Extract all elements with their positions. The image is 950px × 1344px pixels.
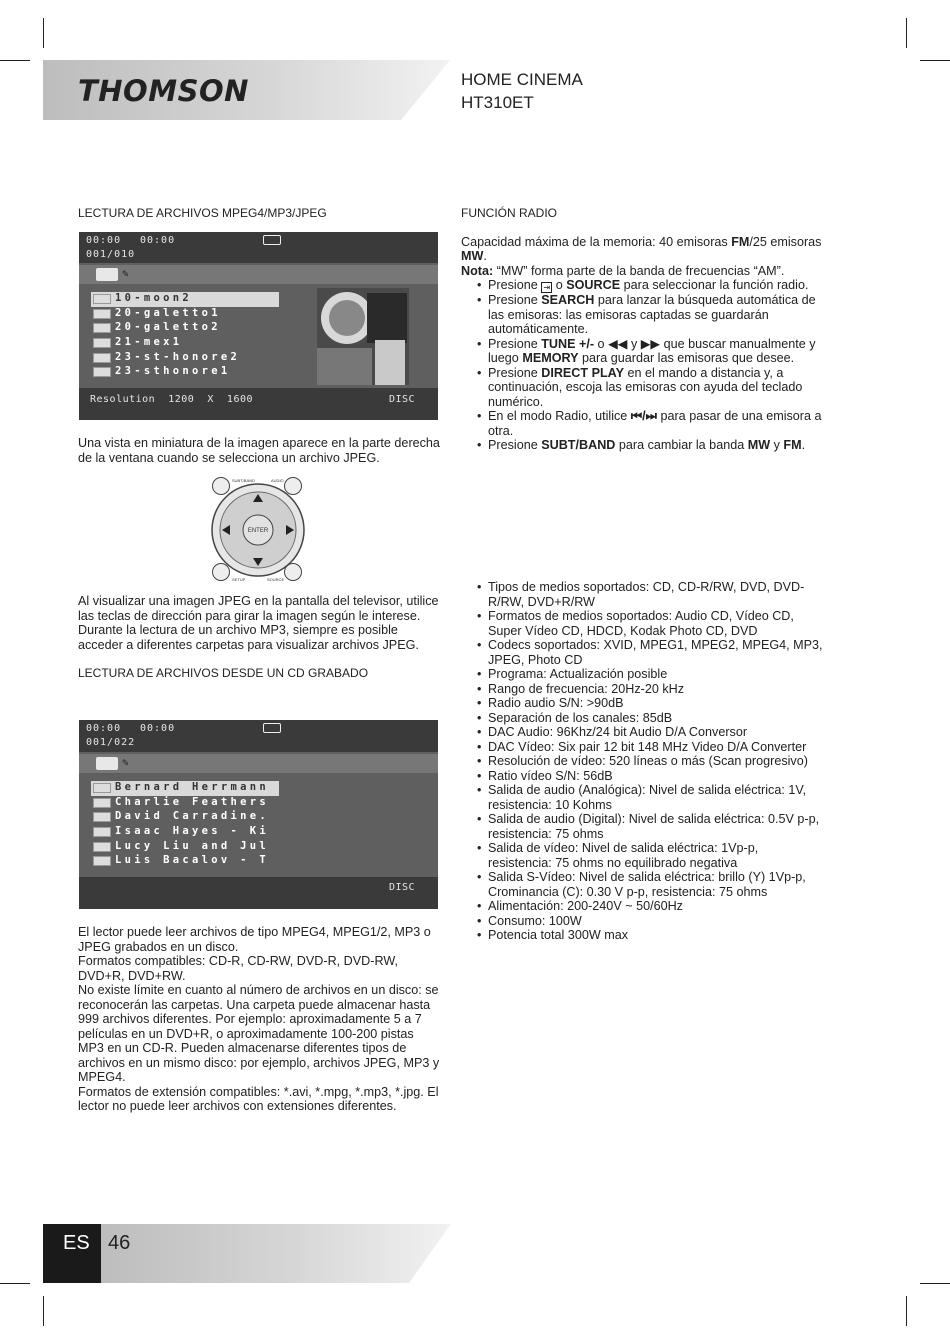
crop-mark [906, 1296, 907, 1326]
paragraph: No existe límite en cuanto al número de archivos en un disco: se reconocerán las carpetas. Una carpeta puede almacenar hasta 999 archivos diferentes. Por ejemplo: aproximadamente 5 a 7 películas en un DVD+R, o aproximadamente 100-200 pistas MP3 en un CD-R. Pueden almacenarse diferentes tipos de archivos en un mismo disco: por ejemplo, archivos JPEG, MP3 y MPEG4. [78, 983, 440, 1084]
language-tab: ES [43, 1224, 101, 1283]
spec-item: • Alimentación: 200-240V ~ 50/60Hz [477, 899, 823, 914]
rewind-icon: ◀◀ [608, 336, 628, 351]
spec-item: • Tipos de medios soportados: CD, CD-R/RW, DVD, DVD-R/RW, DVD+R/RW [477, 580, 823, 609]
file-item[interactable]: 20-galetto2 [91, 321, 279, 336]
section-title-cd: LECTURA DE ARCHIVOS DESDE UN CD GRABADO [78, 666, 369, 680]
spec-item: • Salida de audio (Analógica): Nivel de salida eléctrica: 1V, resistencia: 10 Kohms [477, 783, 823, 812]
section-title-mpeg: LECTURA DE ARCHIVOS MPEG4/MP3/JPEG [78, 206, 327, 220]
paragraph: Formatos de extensión compatibles: *.avi, *.mpg, *.mp3, *.jpg. El lector no puede leer archivos con extensiones diferentes. [78, 1084, 439, 1113]
osd-file-list [91, 292, 279, 380]
remote-label-subt: SUBT/BAND [232, 478, 255, 483]
spec-item: • Consumo: 100W [477, 914, 823, 929]
paragraph: Formatos compatibles: CD-R, CD-RW, DVD-R, DVD-RW, DVD+R, DVD+RW. [78, 954, 399, 983]
osd-display-icon [263, 723, 281, 733]
subt-band-button[interactable] [213, 478, 230, 495]
footer-band [101, 1224, 451, 1283]
remote-label-audio: AUDIO [271, 478, 284, 483]
right-column-specs [477, 580, 823, 943]
paragraph: El lector puede leer archivos de tipo MPEG4, MPEG1/2, MP3 o JPEG grabados en un disco. [78, 925, 431, 954]
crop-mark [920, 60, 950, 61]
remote-label-source: SOURCE [267, 577, 285, 582]
osd-source: DISC [389, 394, 416, 405]
file-item[interactable]: Bernard Herrmann [91, 781, 279, 796]
fast-forward-icon: ▶▶ [640, 336, 661, 351]
file-item[interactable]: 23-sthonore1 [91, 365, 279, 380]
mp3-file-icon [93, 827, 111, 837]
list-item: • Presione SUBT/BAND para cambiar la banda MW y FM. [477, 438, 823, 453]
setup-button[interactable] [213, 564, 230, 581]
spec-item: • Potencia total 300W max [477, 928, 823, 943]
list-item: • Presione ⇥ o SOURCE para seleccionar la función radio. [477, 278, 823, 293]
file-item[interactable]: 21-mex1 [91, 336, 279, 351]
spec-item: • DAC Vídeo: Six pair 12 bit 148 MHz Video D/A Converter [477, 740, 823, 755]
spec-item: • Rango de frecuencia: 20Hz-20 kHz [477, 682, 823, 697]
left-text-3 [78, 925, 440, 1114]
osd-screen-cd [79, 720, 438, 909]
left-column [78, 206, 440, 221]
crop-mark [920, 1283, 950, 1284]
file-item[interactable]: Charlie Feathers [91, 796, 279, 811]
crop-mark [43, 18, 44, 48]
right-column-radio [461, 206, 823, 453]
file-item[interactable]: David Carradine. [91, 810, 279, 825]
spec-item: • Ratio vídeo S/N: 56dB [477, 769, 823, 784]
image-file-icon [93, 338, 111, 348]
product-line-2: HT310ET [461, 93, 534, 112]
spec-item: • Codecs soportados: XVID, MPEG1, MPEG2, MPEG4, MP3, JPEG, Photo CD [477, 638, 823, 667]
jpeg-thumbnail [317, 288, 409, 385]
osd-time-total: 00:00 [140, 235, 176, 246]
spec-item: • Resolución de vídeo: 520 líneas o más (Scan progresivo) [477, 754, 823, 769]
spec-item: • DAC Audio: 96Khz/24 bit Audio D/A Conversor [477, 725, 823, 740]
paragraph: Una vista en miniatura de la imagen aparece en la parte derecha de la ventana cuando se selecciona un archivo JPEG. [78, 436, 440, 465]
image-file-icon [93, 309, 111, 319]
osd-folder-row [79, 265, 438, 284]
osd-screen-jpeg [79, 232, 438, 420]
mp3-file-icon [93, 812, 111, 822]
crop-mark [0, 1283, 30, 1284]
page-number: 46 [108, 1232, 131, 1254]
paperclip-icon: ✎ [122, 267, 129, 280]
spec-item: • Salida de vídeo: Nivel de salida eléctrica: 1Vp-p, resistencia: 75 ohms no equilibrado negativa [477, 841, 823, 870]
remote-label-setup: SETUP [232, 577, 246, 582]
section-title-radio: FUNCIÓN RADIO [461, 206, 557, 220]
spec-item: • Radio audio S/N: >90dB [477, 696, 823, 711]
osd-folder-row [79, 754, 438, 773]
spec-item: • Salida de audio (Digital): Nivel de salida eléctrica: 0.5V p-p, resistencia: 75 ohms [477, 812, 823, 841]
image-file-icon [93, 353, 111, 363]
file-item[interactable]: Isaac Hayes - Ki [91, 825, 279, 840]
spec-item: • Programa: Actualización posible [477, 667, 823, 682]
file-item[interactable]: Lucy Liu and Jul [91, 840, 279, 855]
mp3-file-icon [93, 856, 111, 866]
folder-icon [96, 268, 118, 281]
thumbnail-image [317, 288, 409, 385]
osd-time-total: 00:00 [140, 723, 176, 734]
skip-previous-next-icon: ⏮/⏭ [630, 409, 657, 423]
osd-display-icon [263, 235, 281, 245]
crop-mark [906, 18, 907, 48]
osd-resolution: Resolution 1200 X 1600 [90, 394, 254, 405]
list-item: • Presione SEARCH para lanzar la búsqueda automática de las emisoras: las emisoras captadas se guardarán automáticamente. [477, 293, 823, 337]
mp3-file-icon [93, 783, 111, 793]
spec-item: • Salida S-Vídeo: Nivel de salida eléctrica: brillo (Y) 1Vp-p, Crominancia (C): 0.30 V p-p, resistencia: 75 ohms [477, 870, 823, 899]
crop-mark [0, 60, 30, 61]
list-item: • Presione DIRECT PLAY en el mando a distancia y, a continuación, escoja las emisoras con ayuda del teclado numérico. [477, 366, 823, 410]
osd-time-elapsed: 00:00 [86, 723, 122, 734]
list-item: • En el modo Radio, utilice ⏮/⏭ para pasar de una emisora a otra. [477, 409, 823, 438]
remote-navigation-diagram [211, 476, 307, 584]
image-file-icon [93, 367, 111, 377]
folder-icon [96, 757, 118, 770]
spec-item: • Formatos de medios soportados: Audio CD, Vídeo CD, Super Vídeo CD, HDCD, Kodak Photo CD, DVD [477, 609, 823, 638]
input-source-icon: ⇥ [541, 282, 552, 293]
osd-file-counter: 001/010 [86, 249, 136, 260]
osd-file-counter: 001/022 [86, 737, 136, 748]
enter-label: ENTER [247, 528, 269, 534]
mp3-file-icon [93, 842, 111, 852]
product-title [461, 68, 583, 114]
note: Nota: “MW” forma parte de la banda de frecuencias “AM”. [461, 263, 785, 278]
osd-time-elapsed: 00:00 [86, 235, 122, 246]
audio-button[interactable] [285, 478, 302, 495]
paragraph: Al visualizar una imagen JPEG en la pantalla del televisor, utilice las teclas de dirección para girar la imagen según le interese. [78, 594, 439, 623]
paperclip-icon: ✎ [122, 756, 129, 769]
left-text-1 [78, 436, 440, 465]
list-item: • Presione TUNE +/- o ◀◀ y ▶▶ que buscar manualmente y luego MEMORY para guardar las emisoras que desee. [477, 337, 823, 366]
spec-list [477, 580, 823, 943]
brand-logo: THOMSON [78, 74, 249, 108]
crop-mark [43, 1296, 44, 1326]
mp3-file-icon [93, 798, 111, 808]
product-line-1: HOME CINEMA [461, 70, 583, 89]
radio-instructions [477, 278, 823, 453]
spec-item: • Separación de los canales: 85dB [477, 711, 823, 726]
file-item[interactable]: 20-galetto1 [91, 307, 279, 322]
file-item[interactable]: Luis Bacalov - T [91, 854, 279, 869]
file-item[interactable]: 23-st-honore2 [91, 351, 279, 366]
image-file-icon [93, 323, 111, 333]
image-file-icon [93, 294, 111, 304]
paragraph: Durante la lectura de un archivo MP3, siempre es posible acceder a diferentes carpetas para visualizar archivos JPEG. [78, 623, 419, 652]
memory-capacity: Capacidad máxima de la memoria: 40 emisoras FM/25 emisoras MW. [461, 234, 822, 263]
file-item[interactable]: 10-moon2 [91, 292, 279, 307]
left-text-2 [78, 594, 440, 681]
osd-bottom-bar [79, 877, 438, 909]
osd-file-list [91, 781, 279, 869]
osd-source: DISC [389, 882, 416, 893]
